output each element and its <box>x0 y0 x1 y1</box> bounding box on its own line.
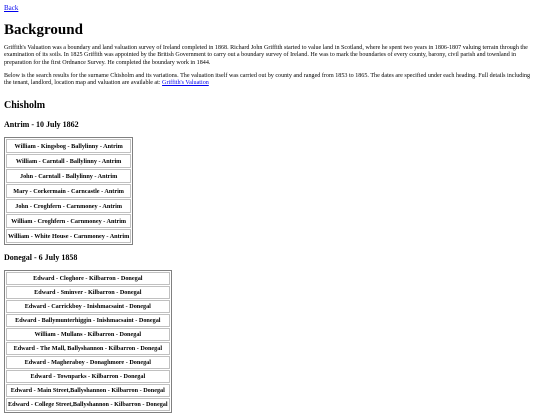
antrim-records-table <box>4 137 133 245</box>
surname-heading: Chisholm <box>4 100 46 112</box>
donegal-records-table <box>4 270 172 413</box>
table-row: William - Mullans - Kilbarron - Donegal <box>6 328 170 341</box>
table-row: John - Croghfern - Carnmoney - Antrim <box>6 199 131 213</box>
table-row: Edward - Cloghore - Kilbarron - Donegal <box>6 272 170 285</box>
griffiths-valuation-link[interactable]: Griffith's Valuation <box>162 80 209 87</box>
page-title: Background <box>4 22 83 38</box>
back-link[interactable]: Back <box>4 4 19 12</box>
table-row: John - Carntall - Ballylinny - Antrim <box>6 169 131 183</box>
search-results-text: Below is the search results for the surname Chisholm and its variations. The valuation itself was carried out by county and ranged from 1853 to 1865. The dates are specified under each heading. Full details including the tenant, landlord, location map and valuation are available at: <box>4 72 531 87</box>
table-row: Edward - Magheraboy - Donaghmore - Donegal <box>6 356 170 369</box>
table-row: William - Carntall - Ballylinny - Antrim <box>6 154 131 168</box>
section-heading-donegal: Donegal - 6 July 1858 <box>4 253 78 263</box>
table-row: Mary - Corkermain - Carncastle - Antrim <box>6 184 131 198</box>
table-row: Edward - Ballymunterhiggin - Inishmacsaint - Donegal <box>6 314 170 327</box>
table-row: Edward - The Mall, Ballyshannon - Kilbarron - Donegal <box>6 342 170 355</box>
table-row: Edward - College Street,Ballyshannon - Kilbarron - Donegal <box>6 398 170 411</box>
search-results-paragraph <box>4 73 536 88</box>
table-row: Edward - Main Street,Ballyshannon - Kilbarron - Donegal <box>6 384 170 397</box>
table-row: Edward - Carrickboy - Inishmacsaint - Donegal <box>6 300 170 313</box>
section-heading-antrim: Antrim - 10 July 1862 <box>4 120 79 130</box>
table-row: Edward - Sminver - Kilbarron - Donegal <box>6 286 170 299</box>
table-row: William - Croghfern - Carnmoney - Antrim <box>6 214 131 228</box>
table-row: Edward - Townparks - Kilbarron - Donegal <box>6 370 170 383</box>
intro-paragraph: Griffith's Valuation was a boundary and land valuation survey of Ireland completed in 1868. Richard John Griffith started to value land in Scotland, where he spent two years in 1806-1807 valuing terrain through the examination of its soils. In 1825 Griffith was appointed by the British Government to carry out a boundary survey of Ireland. He was to mark the boundaries of every county, barony, civil parish and townland in preparation for the first Ordnance Survey. He completed the boundary work in 1844. <box>4 45 528 66</box>
table-row: William - Kingsbog - Ballylinny - Antrim <box>6 139 131 153</box>
table-row: William - White House - Carnmoney - Antrim <box>6 229 131 243</box>
